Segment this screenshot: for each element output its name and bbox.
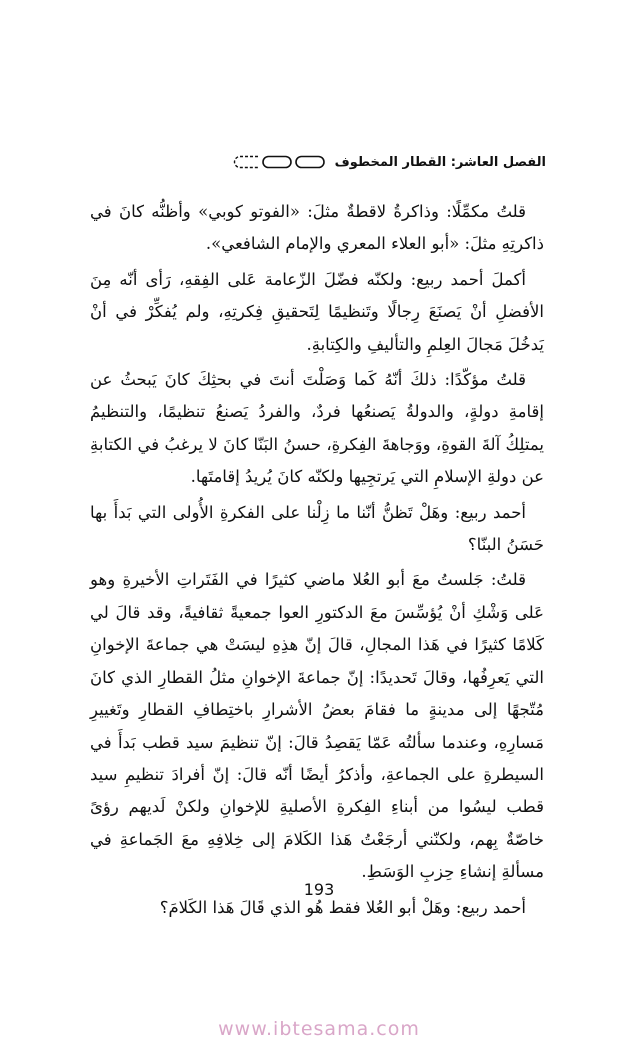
header-ornament <box>233 155 325 169</box>
paragraph: قلتُ مؤكّدًا: ذلكَ أنّهُ كَما وَصَلْتَ أنتَ في بحثِكَ كانَ يَبحثُ عن إقامةِ دولةٍ، والدولةُ يَصنعُها فردٌ، والفردُ يَصنعُ تنظيمًا، والتنظيمُ يمتلِكُ آلةَ القوةِ، ووَجاهةَ الفِكرةِ، حسنُ البَنّا كانَ لا يرغبُ في الكتابةِ عن دولةِ الإسلامِ التي يَرتجِيها ولكنّه كانَ يُريدُ إقامتَها. <box>90 370 544 487</box>
chapter-title: الفصل العاشر: القطار المخطوف <box>334 154 546 170</box>
paragraph: قلتُ: جَلستُ معَ أبو العُلا ماضي كثيرًا في الفَتَراتِ الأخيرةِ وهو عَلى وَشْكِ أنْ يُؤسِّسَ معَ الدكتورِ العوا جمعيةً ثقافيةً، وقد قالَ لي كَلامًا كثيرًا في هَذا المجالِ، قالَ إنّ هذِهِ ليسَتْ هي جماعةَ الإخوانِ التي يَعرِفُها، وقالَ تَحديدًا: إنّ جماعةَ الإخوانِ مثلُ القطارِ الذي كانَ مُتّجهًا إلى مدينةٍ ما فقامَ بعضُ الأشرارِ باختِطافِ القطارِ وتَغييرِ مَسارِهِ، وعندما سألتُه عَمّا يَقصِدُ قالَ: إنّ تنظيمَ سيد قطب بَدأَ في السيطرةِ على الجماعةِ، وأذكرُ أيضًا أنّه قالَ: إنّ أفرادَ تنظيمِ سيد قطب ليسُوا من أبناءِ الفِكرةِ الأصليةِ للإخوانِ ولكنْ لَديهم رؤىً خاصّةٌ بِهم، ولكنّني أرجَعْتُ هَذا الكَلامَ إلى خِلافِهِ معَ الجَماعةِ في مسألةِ إنشاءِ حِزبِ الوَسَطِ. <box>90 570 544 882</box>
paragraph: أكملَ أحمد ربيع: ولكنّه فضّلَ الزّعامة عَلى الفِقهِ، رَأى أنّه مِنَ الأفضلِ أنْ يَصنَعَ رِجالًا وتَنظيمًا لِتَحقيقِ فِكرتِهِ، ولم يُفكِّرْ في أنْ يَدخُلَ مَجالَ العِلمِ والتأليفِ والكِتابةِ. <box>90 269 544 354</box>
paragraph: أحمد ربيع: وهَلْ تَظنُّ أنّنا ما زِلْنا على الفكرةِ الأُولى التي بَدأَ بها حَسَنُ البنّا؟ <box>90 502 544 555</box>
body-text <box>90 196 544 927</box>
ornament-shape-3 <box>233 155 259 169</box>
page-number: 193 <box>303 880 335 899</box>
ornament-shape-2 <box>262 155 292 169</box>
watermark: www.ibtesama.com <box>218 1018 420 1040</box>
paragraph: قلتُ مكمِّلًا: وذاكرةُ لاقطةٌ مثلَ: «الفوتو كوبي» وأظنُّه كانَ في ذاكرتِهِ مثلَ: «أبو العلاء المعري والإمام الشافعي». <box>90 202 544 254</box>
paragraph: أحمد ربيع: وهَلْ أبو العُلا فقط هُو الذي قَالَ هَذا الكَلامَ؟ <box>159 897 526 917</box>
running-header <box>90 150 546 174</box>
ornament-shape-1 <box>295 155 325 169</box>
